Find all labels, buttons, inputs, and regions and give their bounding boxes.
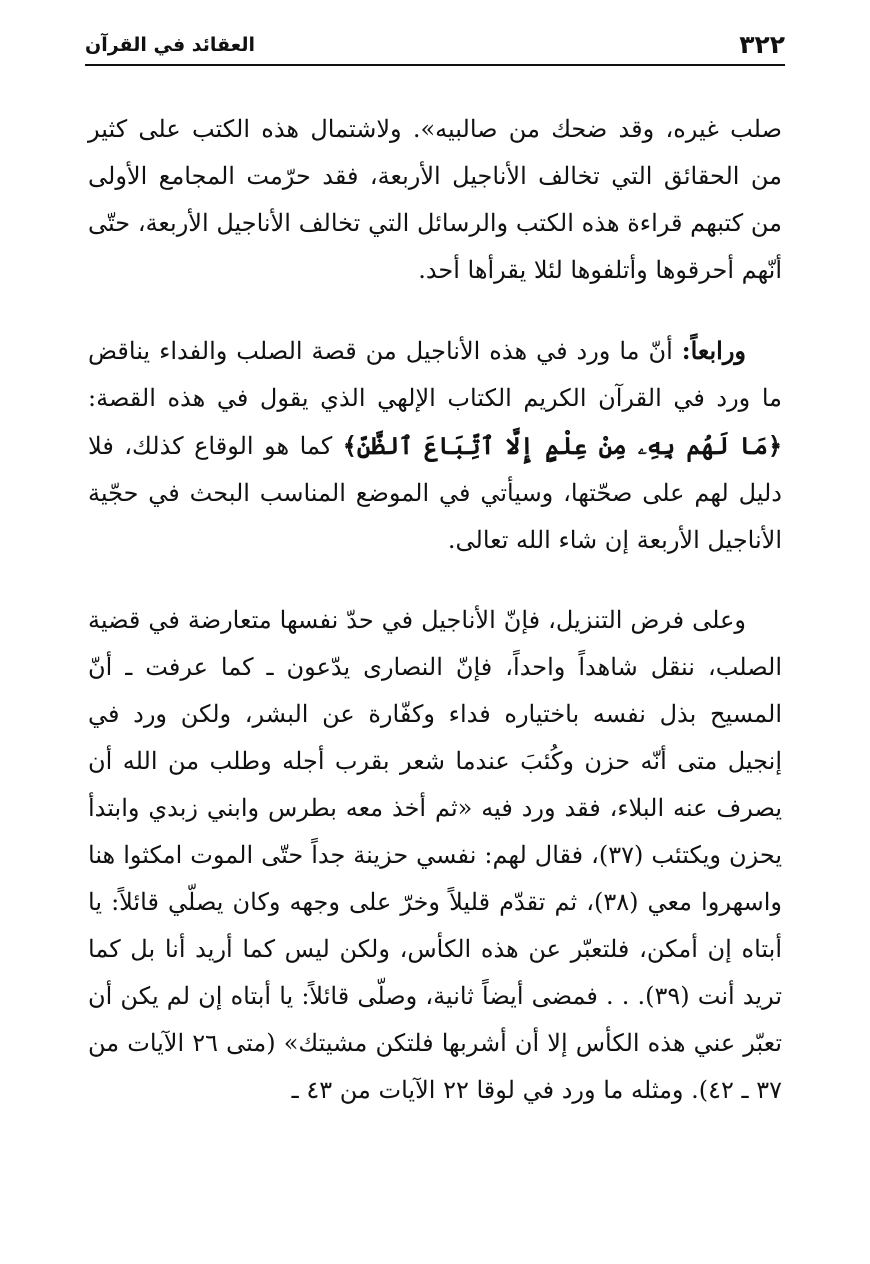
- page-number: ٣٢٢: [739, 30, 785, 59]
- paragraph-2-text-a: أنّ ما ورد في هذه الأناجيل من قصة الصلب والفداء يناقض ما ورد في القرآن الكريم الكتاب الإلهي الذي يقول في هذه القصة:: [88, 337, 782, 412]
- paragraph-1: صلب غيره، وقد ضحك من صالبيه». ولاشتمال هذه الكتب على كثير من الحقائق التي تخالف الأناجيل الأربعة، فقد حرّمت المجامع الأولى من كتبهم قراءة هذه الكتب والرسائل التي تخالف الأناجيل الأربعة، حتّى أنّهم أحرقوها وأتلفوها لئلا يقرأها أحد.: [88, 115, 782, 284]
- paragraph-gap: [88, 294, 782, 327]
- book-title: العقائد في القرآن: [85, 34, 256, 56]
- paragraph-gap: [88, 564, 782, 597]
- paragraph-2: [88, 327, 782, 564]
- paragraph-3: وعلى فرض التنزيل، فإنّ الأناجيل في حدّ نفسها متعارضة في قضية الصلب، ننقل شاهداً واحداً، فإنّ النصارى يدّعون ـ كما عرفت ـ أنّ المسيح بذل نفسه باختياره فداء وكفّارة عن البشر، ولكن ورد في إنجيل متى أنّه حزن وكُئبَ عندما شعر بقرب أجله وطلب من الله أن يصرف عنه البلاء، فقد ورد فيه «ثم أخذ معه بطرس وابني زبدي وابتدأ يحزن ويكتئب (٣٧)، فقال لهم: نفسي حزينة جداً حتّى الموت امكثوا هنا واسهروا معي (٣٨)، ثم تقدّم قليلاً وخرّ على وجهه وكان يصلّي قائلاً: يا أبتاه إن أمكن، فلتعبّر عن هذه الكأس، ولكن ليس كما أريد أنا بل كما تريد أنت (٣٩). . . فمضى أيضاً ثانية، وصلّى قائلاً: يا أبتاه إن لم يكن أن تعبّر عني هذه الكأس إلا أن أشربها فلتكن مشيتك» (متى ٢٦ الآيات من ٣٧ ـ ٤٢). ومثله ما ورد في لوقا ٢٢ الآيات من ٤٣ ـ: [88, 606, 783, 1104]
- quran-verse: ﴿مَا لَهُم بِهِۦ مِنْ عِلْمٍ إِلَّا ٱتِّبَاعَ ٱلظَّنِّ﴾: [342, 431, 783, 460]
- paragraph-lead-word: ورابعاً:: [681, 336, 746, 365]
- running-header: [85, 28, 785, 66]
- body-text: [88, 106, 782, 1114]
- paragraph-2-text-b: كما هو الوقاع كذلك، فلا دليل لهم على صحّتها، وسيأتي في الموضع المناسب البحث في حجّية الأناجيل الأربعة إن شاء الله تعالى.: [88, 432, 782, 554]
